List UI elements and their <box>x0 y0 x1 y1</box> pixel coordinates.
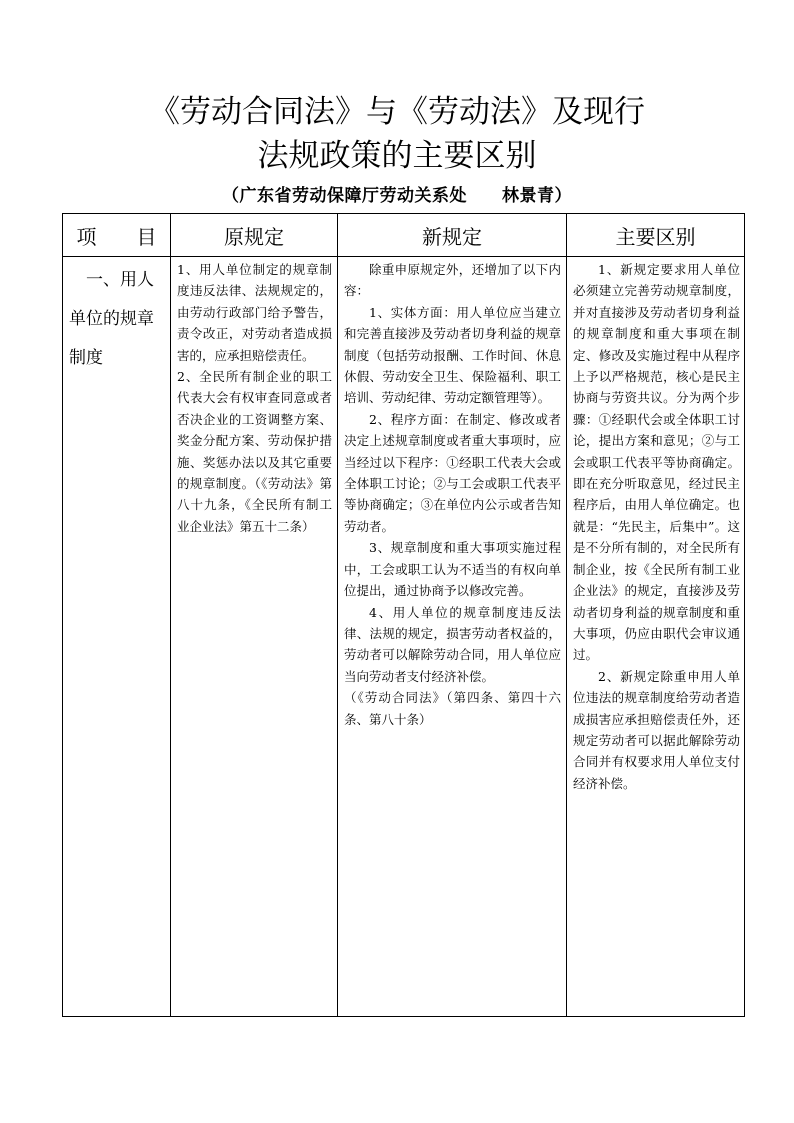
new-paragraph: 4、用人单位的规章制度违反法律、法规的规定，损害劳动者权益的，劳动者可以解除劳动合同，用人单位应当向劳动者支付经济补偿。 <box>344 604 561 684</box>
header-difference: 主要区别 <box>567 214 745 257</box>
header-original: 原规定 <box>171 214 338 257</box>
original-paragraph: 1、用人单位制定的规章制度违反法律、法规规定的，由劳动行政部门给予警告，责令改正，对劳动者造成损害的，应承担赔偿责任。 <box>177 262 332 363</box>
difference-paragraph: 1、新规定要求用人单位必须建立完善劳动规章制度，并对直接涉及劳动者切身利益的规章制度和重大事项在制定、修改及实施过程中从程序上予以严格规范，核心是民主协商与劳资共议。分为两个步骤：①经职代会或全体职工讨论，提出方案和意见；②与工会或职工代表平等协商确定。即在充分听取意见，经过民主程序后，由用人单位确定。也就是：“先民主，后集中”。这是不分所有制的，对全民所有制企业，按《全民所有制工业企业法》的规定，直接涉及劳动者切身利益的规章制度和重大事项，仍应由职代会审议通过。 <box>573 262 740 663</box>
new-paragraph: 1、实体方面：用人单位应当建立和完善直接涉及劳动者切身利益的规章制度（包括劳动报酬、工作时间、休息休假、劳动安全卫生、保险福利、职工培训、劳动纪律、劳动定额管理等）。 <box>344 304 561 406</box>
document-title-line-1: 《劳动合同法》与《劳动法》及现行 <box>149 94 645 130</box>
header-item: 项 目 <box>63 214 171 257</box>
item-text: 一、用人单位的规章制度 <box>69 270 154 368</box>
new-paragraph: 除重申原规定外，还增加了以下内容： <box>344 262 561 299</box>
header-new: 新规定 <box>338 214 567 257</box>
document-subtitle: （广东省劳动保障厅劳动关系处 林景青） <box>222 186 572 206</box>
cell-difference <box>567 257 745 1017</box>
comparison-table <box>62 213 745 1017</box>
original-paragraph: 2、全民所有制企业的职工代表大会有权审查同意或者否决企业的工资调整方案、奖金分配方案、劳动保护措施、奖惩办法以及其它重要的规章制度。（《劳动法》第八十九条，《全民所有制工业企业法》第五十二条） <box>177 369 332 534</box>
cell-item <box>63 257 171 1017</box>
cell-original <box>171 257 338 1017</box>
new-paragraph: 3、规章制度和重大事项实施过程中，工会或职工认为不适当的有权向单位提出，通过协商予以修改完善。 <box>344 540 561 599</box>
new-paragraph: 2、程序方面：在制定、修改或者决定上述规章制度或者重大事项时，应当经过以下程序：①经职工代表大会或全体职工讨论；②与工会或职工代表平等协商确定；③在单位内公示或者告知劳动者。 <box>344 411 561 534</box>
cell-new <box>338 257 567 1017</box>
difference-paragraph: 2、新规定除重申用人单位违法的规章制度给劳动者造成损害应承担赔偿责任外，还规定劳动者可以据此解除劳动合同并有权要求用人单位支付经济补偿。 <box>573 668 740 791</box>
table-row <box>63 257 745 1017</box>
document-title-line-2: 法规政策的主要区别 <box>257 138 537 174</box>
table-header-row <box>63 214 745 257</box>
new-paragraph: （《劳动合同法》（第四条、第四十六条、第八十条） <box>344 690 561 727</box>
